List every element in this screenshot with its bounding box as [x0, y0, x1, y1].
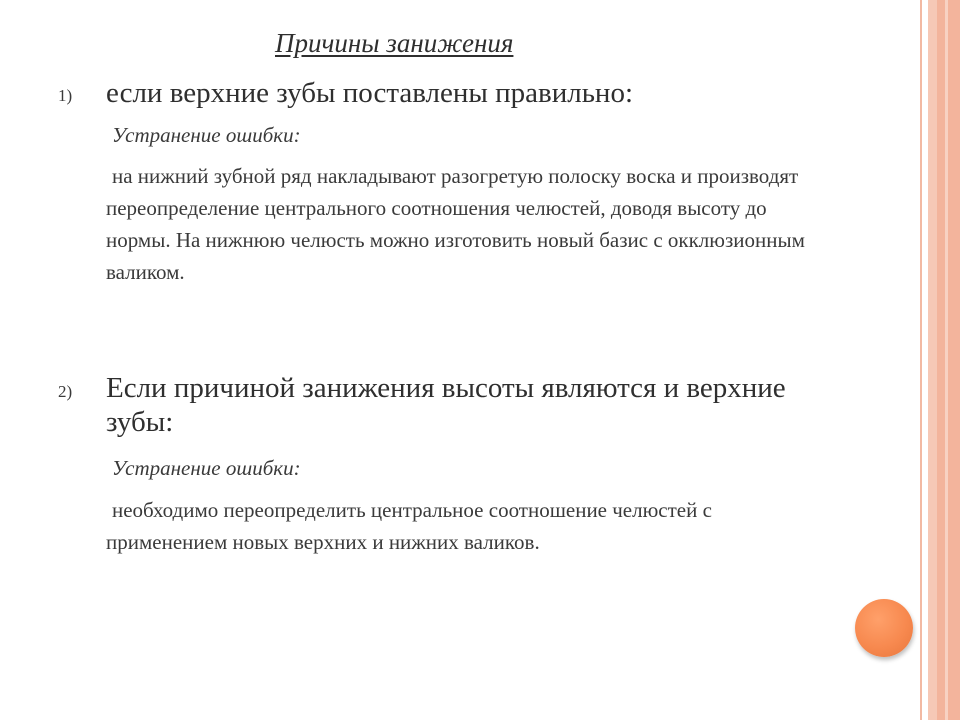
- item-heading: Если причиной занижения высоты являются и верхние зубы:: [106, 372, 786, 438]
- item-heading: если верхние зубы поставлены правильно:: [106, 77, 634, 109]
- fix-label: Устранение ошибки:: [112, 456, 301, 480]
- border-stripe: [945, 0, 948, 720]
- border-stripe: [928, 0, 937, 720]
- list-number: 1): [58, 86, 73, 105]
- border-stripe: [937, 0, 960, 720]
- slide-title: Причины занижения: [275, 28, 514, 58]
- fix-text: на нижний зубной ряд накладывают разогретую полоску воска и производят переопределение центрального соотношения челюстей, доводя высоту до нормы. На нижнюю челюсть можно изготовить новый базис с окклюзионным валиком.: [106, 164, 805, 284]
- border-stripe: [920, 0, 922, 720]
- decorative-circle: [855, 599, 913, 657]
- list-number: 2): [58, 382, 73, 401]
- fix-text: необходимо переопределить центральное соотношение челюстей с применением новых верхних и нижних валиков.: [106, 498, 712, 554]
- fix-label: Устранение ошибки:: [112, 123, 301, 147]
